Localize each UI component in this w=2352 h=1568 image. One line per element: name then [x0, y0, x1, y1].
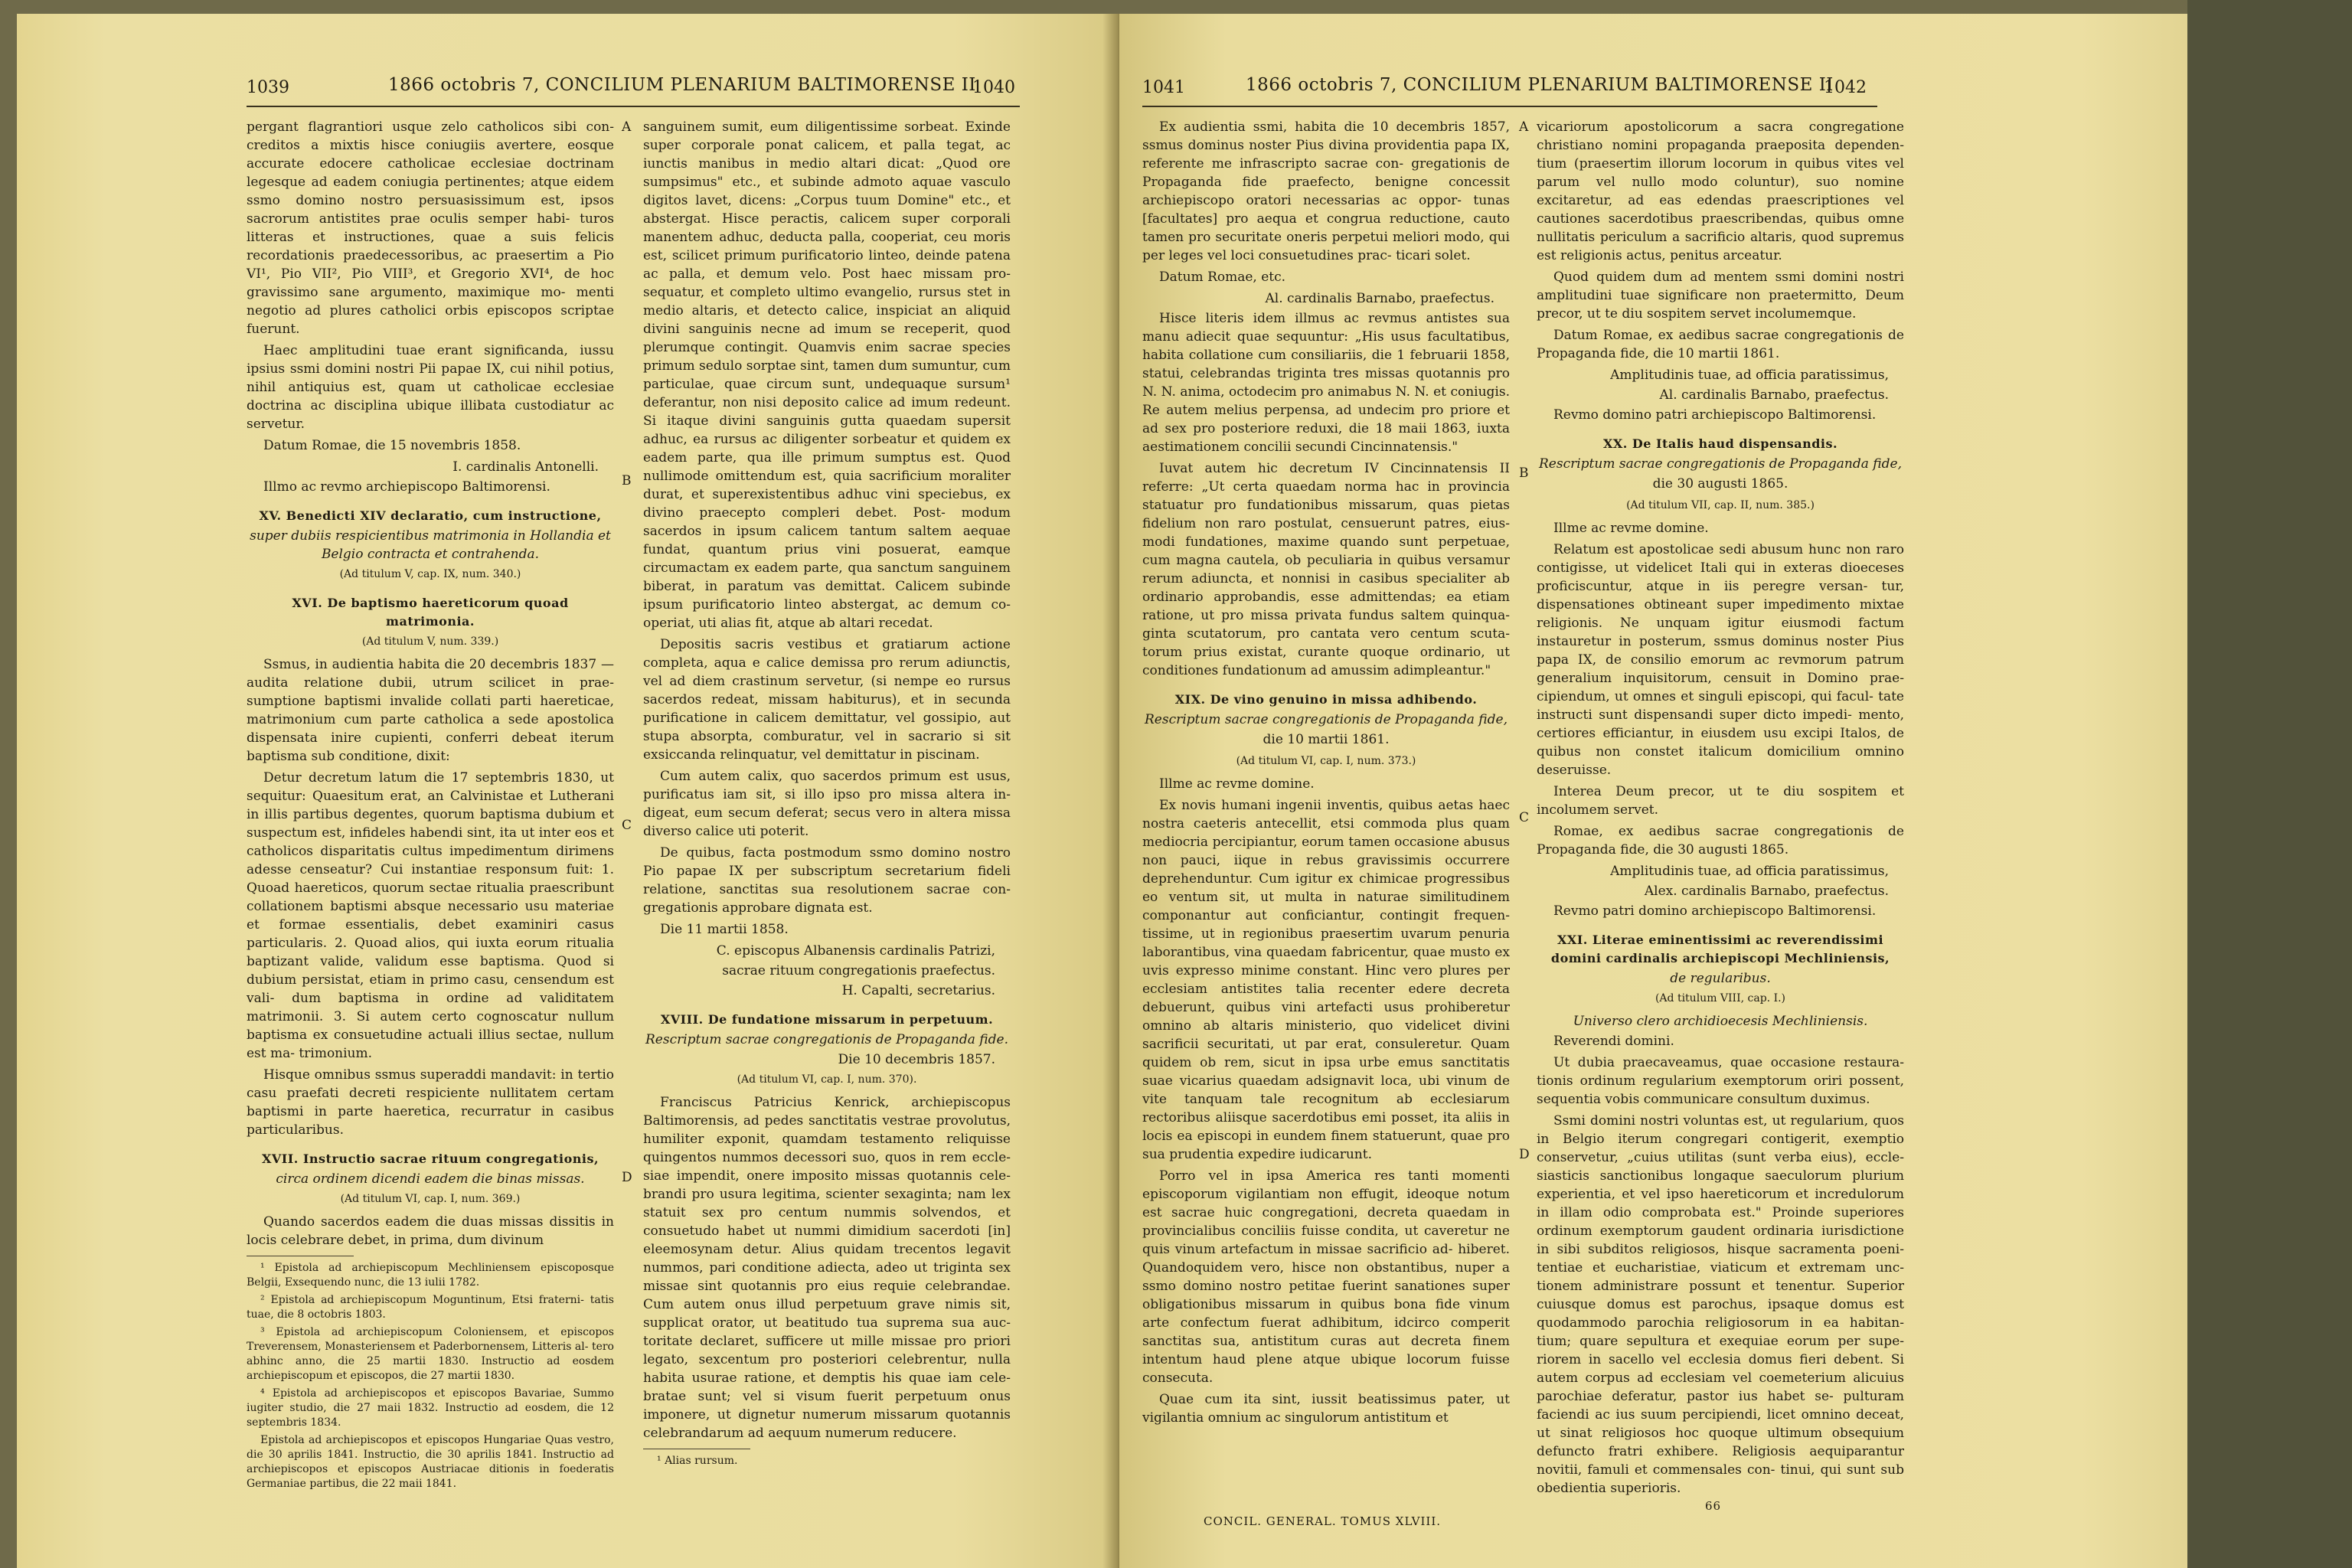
section-reference: (Ad titulum VI, cap. I, num. 373.) [1236, 755, 1416, 767]
footnote: ² Epistola ad archiepiscopum Moguntinum, Etsi fraterni- tatis tuae, die 8 octobris 1803. [247, 1294, 614, 1321]
section-title: XXI. Literae eminentissimi ac reverendissimi domini cardinalis archiepiscopi Mechliniensis, [1550, 933, 1890, 965]
paragraph: Detur decretum latum die 17 septembris 1830, ut sequitur: Quaesitum erat, an Calvinistae et Lutherani in illis partibus degentes, quorum baptisma dubium et suspectum est, infideles habendi sint, ita ut inter eos et catholicos disparitatis cultus impedimentum dirimens adesse censeatur? Cui instantiae responsum fuit: 1. Quoad haereticos, quorum sectae ritualia praescribunt collationem baptismi absque necessario usu materiae et formae essentialis, debet examiniri casus particularis. 2. Quoad alios, qui iuxta eorum ritualia baptizant valide, validum esse baptisma. Quod si dubium persistat, etiam in primo casu, censendum est vali- dum baptisma in ordine ad validitatem matrimonii. 3. Si autem certo cognoscatur nullum baptisma ex consuetudine actuali illius sectae, nullum est ma- trimonium. [247, 770, 614, 1061]
date-line: Datum Romae, ex aedibus sacrae congregationis de Propaganda fide, die 10 martii 1861. [1537, 328, 1904, 361]
left-page [17, 14, 1119, 1568]
address-line: Revmo domino patri archiepiscopo Baltimorensi. [1553, 407, 1877, 423]
date-line: Romae, ex aedibus sacrae congregationis de Propaganda fide, die 30 augusti 1865. [1537, 824, 1904, 858]
date-line: Datum Romae, die 15 novembris 1858. [263, 438, 521, 453]
footnote: ⁴ Epistola ad archiepiscopos et episcopos Bavariae, Summo iugiter studio, die 27 maii 1832. Instructio ad eosdem, die 12 septembris 1834. [247, 1387, 614, 1429]
footnote: ¹ Alias rursum. [657, 1455, 738, 1467]
signature: Alex. cardinalis Barnabo, praefectus. [1644, 884, 1889, 899]
signature: Amplitudinis tuae, ad officia paratissimus, [1610, 368, 1889, 383]
paragraph: Quando sacerdos eadem die duas missas dissitis in locis celebrare debet, in prima, dum divinum [247, 1214, 614, 1248]
section-subtitle: Rescriptum sacrae congregationis de Propaganda fide, [1144, 712, 1508, 727]
paragraph: pergant flagrantiori usque zelo catholicos sibi con- creditos a mixtis hisce coniugiis avertere, eosque accurate edocere catholicae ecclesiae doctrinam legesque ad eadem coniugia pertinentes; atque eidem ssmo domino nostro persuasissimum est, ipsos sacrorum antistites prae oculis semper habi- turos litteras et instructiones, quae a suis felicis recordationis praedecessoribus, ac praesertim a Pio VI¹, Pio VII², Pio VIII³, et Gregorio XVI⁴, de hoc gravissimo sane argumento, maximique mo- menti negotio ad plures catholici orbis episcopos scriptae fuerunt. [247, 119, 614, 337]
paragraph: Quae cum ita sint, iussit beatissimus pater, ut vigilantia omnium ac singulorum antistitum et [1142, 1392, 1510, 1426]
signature: H. Capalti, secretarius. [841, 983, 995, 998]
paragraph: Ex novis humani ingenii inventis, quibus aetas haec nostra caeteris antecellit, etsi commoda plus quam mediocria percipiantur, eorum tamen occasione abusus non pauci, iique in rebus gravissimis occurrere deprehenduntur. Cum igitur ex chimicae progressibus eo ventum sit, ut multa in naturae similitudinem componantur aut conficiantur, contingit frequen- tissime, ut in regionibus praesertim uvarum penuria laborantibus, vina quaedam fabricentur, quae musto ex uvis expresso minime constant. Hinc vero plures per ecclesiam antistites talia recenter edere decreta debuerunt, quibus vini artefacti usus prohiberetur omnino ab altaris ministerio, quo videlicet divini sacrificii securitati, ut par erat, consuleretur. Quam quidem ob rem, sicut in ipsa urbe emus sanctitatis suae vicarius quaedam adsignavit loca, ubi vinum de vite tanquam tale recognitum ab ecclesiarum rectoribus aliisque sacerdotibus emi posset, ita aliis in locis ea episcopi in eundem finem statuerunt, quae pro sua prudentia expedire iudicarunt. [1142, 798, 1510, 1162]
page-number-left: 1041 [1142, 78, 1185, 97]
section-reference: (Ad titulum VI, cap. I, num. 369.) [340, 1193, 521, 1205]
date-line: Datum Romae, etc. [1159, 270, 1286, 285]
margin-marker-d: D [1519, 1147, 1530, 1162]
signature-number: 66 [1705, 1499, 1722, 1513]
section-date: Die 10 decembris 1857. [838, 1052, 995, 1067]
section-reference: (Ad titulum V, num. 339.) [361, 635, 499, 648]
paragraph: Ex audientia ssmi, habita die 10 decembris 1857, ssmus dominus noster Pius divina providentia papa IX, referente me infrascripto sacrae con- gregationis de Propaganda fide praefecto, benigne concessit archiepiscopo oratori necessarias ac oppor- tunas [facultates] pro aequa et congrua reductione, cauto tamen pro securitate oneris perpetui meliori modo, qui per leges vel loci consuetudines prac- ticari solet. [1142, 119, 1510, 263]
margin-marker-b: B [622, 473, 632, 488]
footnote: ¹ Epistola ad archiepiscopum Mechliniensem episcoposque Belgii, Exsequendo nunc, die 13 iulii 1782. [247, 1262, 614, 1289]
signature: sacrae rituum congregationis praefectus. [722, 963, 995, 978]
signature: C. episcopus Albanensis cardinalis Patrizi, [716, 943, 995, 959]
right-column-2 [1537, 118, 1904, 1501]
address-line: Illmo ac revmo archiepiscopo Baltimorensi. [263, 479, 550, 495]
paragraph: vicariorum apostolicorum a sacra congregatione christiano nomini propaganda praeposita dependen- tium (praesertim illorum locorum in quibus vites vel parum vel nullo modo coluntur), suo nomine excitaretur, ad eas edendas praescriptiones vel cautiones sacerdotibus praescribendas, quibus omne nullitatis periculum a sacrificio altaris, quod supremus est religionis actus, penitus arceatur. [1537, 119, 1904, 263]
section-title: XX. De Italis haud dispensandis. [1602, 436, 1838, 451]
section-subtitle: Rescriptum sacrae congregationis de Propaganda fide, [1538, 456, 1902, 472]
section-date: die 10 martii 1861. [1263, 732, 1390, 747]
section-reference: (Ad titulum VI, cap. I, num. 370). [737, 1073, 917, 1086]
paragraph: Franciscus Patricius Kenrick, archiepiscopus Baltimorensis, ad pedes sanctitatis vestrae provolutus, humiliter exponit, quamdam testamento reliquisse quingentos nummos decessori suo, quos in rem eccle- siae impendit, onere imposito missas quotannis cele- brandi pro usura legitima, scienter sexaginta; nam lex statuit sex pro centum nummis solvendos, et consuetudo habet ut nummi dimidium sacerdoti [in] eleemosynam detur. Alius quidam trecentos legavit nummos, pari conditione adiecta, adeo ut triginta sex missae sint quotannis pro eius requie celebrandae. Cum autem onus illud perpetuum grave nimis sit, supplicat orator, ut beatitudo tua suprema sua auc- toritate declaret, sufficere ut mille missae pro priori legato, sexcentum pro posteriori celebrentur, nulla habita usurae ratione, et demptis his quae iam cele- bratae sunt; vel si visum fuerit perpetuum onus imponere, ut dignetur numerum missarum quotannis celebrandarum ad aequum numerum reducere. [643, 1095, 1011, 1441]
footnote: ³ Epistola ad archiepiscopum Coloniensem, et episcopos Treverensem, Monasteriensem et Paderbornensem, Litteris al- tero abhinc anno, die 25 martii 1830. Instructio ad eosdem archiepiscopum et episcopos, die 27 martii 1830. [247, 1326, 614, 1382]
page-number-right: 1040 [972, 78, 1015, 97]
section-title: XVII. Instructio sacrae rituum congregationis, [261, 1152, 599, 1166]
head-rule [247, 106, 1020, 107]
address-line: Illme ac revme domine. [1159, 776, 1315, 792]
address-line: Universo clero archidioecesis Mechliniensis. [1573, 1014, 1868, 1029]
paragraph: Ssmi domini nostri voluntas est, ut regularium, quos in Belgio iterum congregari contigerit, exemptio conservetur, „cuius utilitas (sunt verba eius), eccle- siasticis sanctionibus longaque saeculorum plurium experientia, et vel ipso haereticorum et incredulorum in illam odio comprobata est." Proinde superiores ordinum exemptorum gaudent ordinaria iurisdictione in sibi subditos religiosos, hisque sacramenta poeni- tentiae et eucharistiae, viaticum et extremam unc- tionem administrare possunt et tenentur. Superior cuiusque domus est parochus, ipsaque domus est quodammodo parochia religiosorum in ea habitan- tium; quare sepultura et exequiae eorum per supe- riorem in sacello vel ecclesia domus fieri debent. Si autem corpus ad ecclesiam vel coemeterium alicuius parochiae deferatur, pastor ius habet se- pulturam faciendi ac ius suum percipiendi, licet omnino deceat, ut sinat religiosos hoc quoque ultimum obsequium defuncto fratri exhibere. Religiosis aequiparantur novitii, famuli et commensales con- tinui, qui sunt sub obedientia superioris. [1537, 1113, 1904, 1496]
running-head-left: 1866 octobris 7, CONCILIUM PLENARIUM BALTIMORENSE II [388, 75, 976, 95]
margin-marker-c: C [622, 818, 632, 833]
paragraph: Haec amplitudini tuae erant significanda, iussu ipsius ssmi domini nostri Pii papae IX, cui nihil potius, nihil antiquius est, quam ut catholicae ecclesiae doctrina ac disciplina ubique illibata custodiatur ac servetur. [247, 343, 614, 432]
signature: Al. cardinalis Barnabo, praefectus. [1265, 291, 1494, 306]
paragraph: Porro vel in ipsa America res tanti momenti episcoporum vigilantiam non effugit, ideoque notum est sacrae huic congregationi, decreta quaedam in provincialibus conciliis fuisse condita, ut caveretur ne quis vinum artefactum in missae sacrificio ad- hiberet. Quandoquidem vero, hisce non obstantibus, nuper a ssmo domino nostro petitae fuerint sanationes super obligationibus missarum in quibus bona fide vinum arte confectum fuerat adhibitum, idcirco comperit sanctitas sua, antistitum curas aut decreta finem intentum haud plene atque ubique locorum fuisse consecuta. [1142, 1168, 1510, 1386]
head-rule [1142, 106, 1877, 107]
section-date: die 30 augusti 1865. [1652, 476, 1788, 492]
margin-marker-c: C [1519, 810, 1530, 825]
section-subtitle: super dubiis respicientibus matrimonia in Hollandia et Belgio contracta et contrahenda. [250, 528, 611, 562]
page-number-right: 1042 [1824, 78, 1867, 97]
page-number-left: 1039 [247, 78, 289, 97]
paragraph: sanguinem sumit, eum diligentissime sorbeat. Exinde super corporale ponat calicem, et palla tegat, ac iunctis manibus in medio altari dicat: „Quod ore sumpsimus" etc., et subinde admoto aquae vasculo digitos lavet, dicens: „Corpus tuum Domine" etc., et abstergat. Hisce peractis, calicem super corporali manentem adhuc, deducta palla, cooperiat, ceu moris est, scilicet primum purificatorio linteo, deinde patena ac palla, et demum velo. Post haec missam pro- sequatur, et completo ultimo evangelio, rursus stet in medio altaris, et detecto calice, inspiciat an aliquid divini sanguinis necne ad imum se receperit, quod plerumque contingit. Quamvis enim sacrae species primum sedulo sorptae sint, tamen dum sumuntur, cum particulae, quae circum sunt, undequaque sursum¹ deferantur, non nisi deposito calice ad imum redeunt. Si itaque divini sanguinis gutta quaedam supersit adhuc, ea rursus ac diligenter sorbeatur et quidem ex eadem parte, qua ille primum sumptus est. Quod nullimode omittendum est, quia sacrificium moraliter durat, et superexistentibus adhuc vini speciebus, ex divino praecepto compleri debet. Post- modum sacerdos in ipsum calicem tantum saltem aequae fundat, quantum prius vini posuerat, eamque circumactam ex eadem parte, qua sanctum sanguinem biberat, in paratum vas demittat. Calicem subinde ipsum purificatorio linteo abstergat, ac demum co- operiat, uti alias fit, atque ab altari recedat. [643, 119, 1011, 631]
paragraph: Hisce literis idem illmus ac revmus antistes sua manu adiecit quae sequuntur: „His usus facultatibus, habita collatione cum consiliariis, die 1 februarii 1858, statui, celebrandas triginta tres missas quotannis pro N. N. anima, octodecim pro animabus N. N. et coniugis. Re autem melius perpensa, ad undecim pro priore et ad sex pro posteriore reduxi, die 18 maii 1863, iuxta aestimationem concilii secundi Cincinnatensis." [1142, 311, 1510, 455]
right-column-1 [1142, 118, 1510, 1430]
section-reference: (Ad titulum VII, cap. II, num. 385.) [1626, 499, 1815, 511]
margin-marker-d: D [622, 1170, 632, 1185]
section-title: XV. Benedicti XIV declaratio, cum instructione, [259, 508, 602, 523]
running-head-right: 1866 octobris 7, CONCILIUM PLENARIUM BALTIMORENSE II [1246, 75, 1834, 95]
margin-marker-a: A [1519, 119, 1529, 135]
left-column-1 [247, 118, 614, 1494]
paragraph: Ssmus, in audientia habita die 20 decembris 1837 — audita relatione dubii, utrum scilicet in prae- sumptione baptismi invalide collati parti haereticae, matrimonium cum parte catholica a sede apostolica dispensata inire cupienti, conferri debeat iterum baptisma sub conditione, dixit: [247, 657, 614, 764]
paragraph: Relatum est apostolicae sedi abusum hunc non raro contigisse, ut videlicet Itali qui in exteras dioeceses proficiscuntur, atque in iis peregre versan- tur, dispensationes obtineant super impedimento mixtae religionis. Ne unquam igitur eiusmodi factum instauretur in posterum, ssmus dominus noster Pius papa IX, de consilio emorum ac revmorum patrum generalium inquisitorum, censuit in Domino prae- cipiendum, ut omnes et singuli episcopi, qui facul- tate instructi sunt dispensandi super dicto impedi- mento, certiores efficiantur, in eiusdem usu excipi Italos, de quibus non constet italicum domicilium omnino deseruisse. [1537, 542, 1904, 778]
salutation: Reverendi domini. [1553, 1034, 1674, 1049]
right-page [1119, 14, 2187, 1568]
signature: I. cardinalis Antonelli. [452, 459, 599, 475]
date-line: Die 11 martii 1858. [660, 922, 789, 937]
section-subtitle: circa ordinem dicendi eadem die binas missas. [276, 1171, 585, 1187]
section-title: XIX. De vino genuino in missa adhibendo. [1174, 692, 1478, 707]
paragraph: Depositis sacris vestibus et gratiarum actione completa, aqua e calice demissa pro rerum adiunctis, vel ad diem crastinum servetur, (si nempe eo rursus sacerdos redeat, missam habiturus), et in secunda purificatione in calicem demittatur, vel gossipio, aut stupa absorpta, comburatur, vel in sacrario si sit exsiccanda relinquatur, vel demittatur in piscinam. [643, 637, 1011, 763]
paragraph: Hisque omnibus ssmus superaddi mandavit: in tertio casu praefati decreti respiciente nullitatem certam baptismi in parte haeretica, recurratur in casibus particularibus. [247, 1067, 614, 1138]
section-subtitle: Rescriptum sacrae congregationis de Propaganda fide. [645, 1032, 1008, 1047]
address-line: Revmo patri domino archiepiscopo Baltimorensi. [1553, 903, 1877, 919]
section-reference: (Ad titulum VIII, cap. I.) [1655, 992, 1786, 1004]
margin-marker-b: B [1519, 466, 1529, 481]
paragraph: Quod quidem dum ad mentem ssmi domini nostri amplitudini tuae significare non praetermitto, Deum precor, ut te diu sospitem servet incolumemque. [1537, 270, 1904, 322]
section-title: XVIII. De fundatione missarum in perpetuum. [660, 1012, 994, 1027]
paragraph: Iuvat autem hic decretum IV Cincinnatensis II referre: „Ut certa quaedam norma hac in provincia statuatur pro fundationibus missarum, quas pietas fidelium non raro postulat, censuerunt patres, eius- modi fundationes, maxime quando sunt perpetuae, cum magna cautela, ob peculiaria in quibus versamur rerum adiuncta, et nonnisi in casibus specialiter ab ordinario approbandis, esse admittendas; ea etiam ratione, ut pro missa privata fundus saltem quinqua- ginta scutatorum, pro cantata vero centum scuta- torum prius existat, curante quoque ordinario, ut conditiones fundationum ad amussim adimpleantur." [1142, 461, 1510, 678]
paragraph: Ut dubia praecaveamus, quae occasione restaura- tionis ordinum regularium exemptorum oriri possent, sequentia vobis communicare consultum duximus. [1537, 1055, 1904, 1107]
left-column-2 [643, 118, 1011, 1472]
paragraph: Interea Deum precor, ut te diu sospitem et incolumem servet. [1537, 784, 1904, 818]
footnote: Epistola ad archiepiscopos et episcopos Hungariae Quas vestro, die 30 aprilis 1841. Instructio, die 30 aprilis 1841. Instructio ad archiepiscopos et episcopos Austriacae ditionis in foederatis Germaniae partibus, die 22 maii 1841. [247, 1434, 614, 1490]
signature: Amplitudinis tuae, ad officia paratissimus, [1610, 864, 1889, 879]
margin-marker-a: A [622, 119, 632, 135]
paragraph: Cum autem calix, quo sacerdos primum est usus, purificatus iam sit, si illo ipso pro missa altera in- digeat, eum secum deferat; secus vero in altera missa diverso calice uti poterit. [643, 769, 1011, 839]
section-title: XVI. De baptismo haereticorum quoad matrimonia. [292, 596, 569, 629]
signature: Al. cardinalis Barnabo, praefectus. [1659, 387, 1889, 403]
background-edge [2187, 0, 2352, 1568]
signature-mark: CONCIL. GENERAL. TOMUS XLVIII. [1204, 1514, 1442, 1528]
paragraph: De quibus, facta postmodum ssmo domino nostro Pio papae IX per subscriptum secretarium fideli relatione, sanctitas sua resolutionem sacrae con- gregationis approbare dignata est. [643, 845, 1011, 916]
section-subtitle: de regularibus. [1670, 971, 1771, 986]
address-line: Illme ac revme domine. [1553, 521, 1709, 536]
section-reference: (Ad titulum V, cap. IX, num. 340.) [339, 568, 521, 580]
